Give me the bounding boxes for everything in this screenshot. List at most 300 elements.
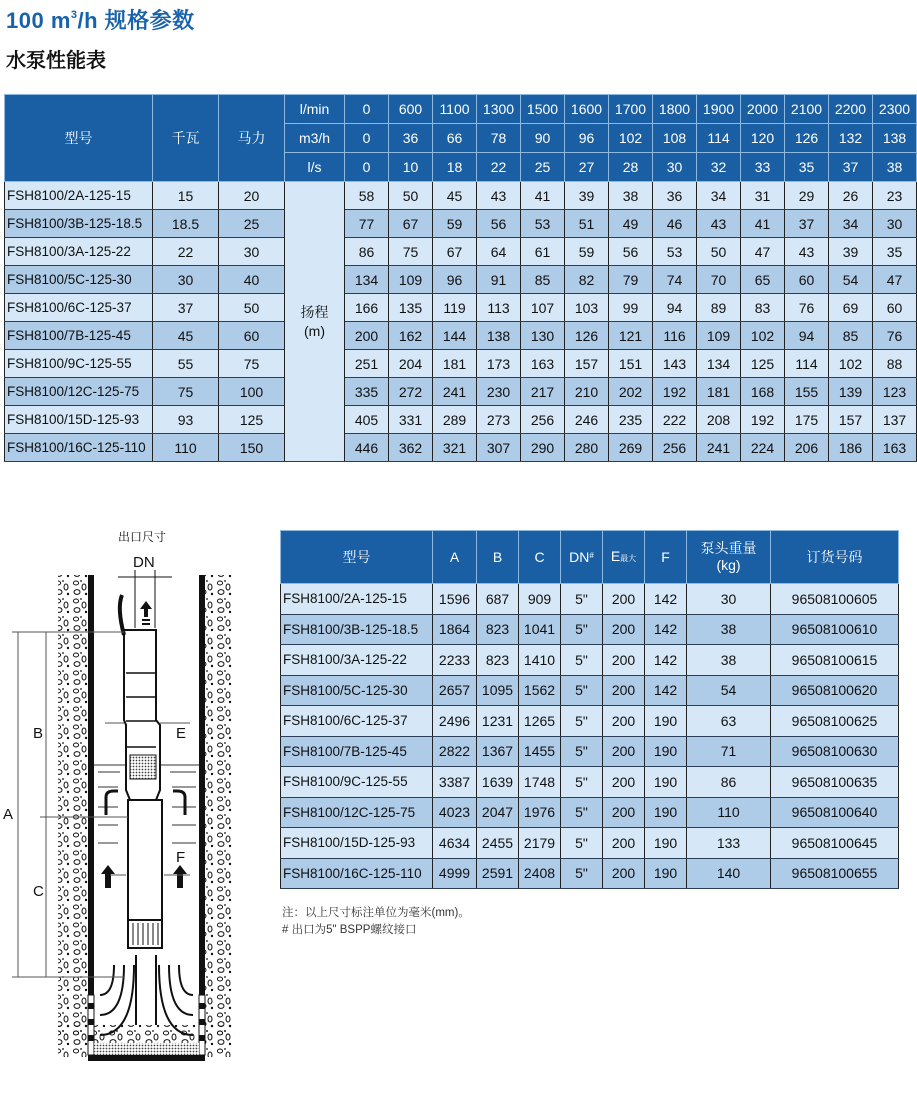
b-cell: 1639 <box>477 767 519 798</box>
head-value-cell: 83 <box>741 294 785 322</box>
head-value-cell: 82 <box>565 266 609 294</box>
model-cell: FSH8100/16C-125-110 <box>281 858 433 889</box>
head-value-cell: 103 <box>565 294 609 322</box>
dim-table-row <box>281 858 899 889</box>
head-value-cell: 47 <box>741 238 785 266</box>
head-value-cell: 67 <box>433 238 477 266</box>
hp-cell: 100 <box>219 378 285 406</box>
head-value-cell: 157 <box>565 350 609 378</box>
dimension-header-row <box>281 531 899 584</box>
head-value-cell: 102 <box>741 322 785 350</box>
head-value-cell: 29 <box>785 182 829 210</box>
head-value-cell: 43 <box>477 182 521 210</box>
head-value-cell: 85 <box>521 266 565 294</box>
head-value-cell: 114 <box>785 350 829 378</box>
e-cell: 200 <box>603 736 645 767</box>
head-value-cell: 151 <box>609 350 653 378</box>
head-value-cell: 166 <box>345 294 389 322</box>
flow-value: 1300 <box>477 95 521 124</box>
outlet-size-label: 出口尺寸 <box>118 530 167 544</box>
e-cell: 200 <box>603 675 645 706</box>
flow-value: 36 <box>389 124 433 153</box>
head-value-cell: 46 <box>653 210 697 238</box>
head-value-cell: 289 <box>433 406 477 434</box>
head-label-cell <box>285 182 345 462</box>
b-cell: 823 <box>477 614 519 645</box>
a-cell: 4634 <box>433 828 477 859</box>
b-cell: 823 <box>477 645 519 676</box>
head-value-cell: 217 <box>521 378 565 406</box>
perf-table-row <box>5 322 917 350</box>
b-cell: 2047 <box>477 797 519 828</box>
flow-value: 66 <box>433 124 477 153</box>
hp-cell: 125 <box>219 406 285 434</box>
flow-value: 1700 <box>609 95 653 124</box>
head-unit: (m) <box>304 322 325 339</box>
head-value-cell: 77 <box>345 210 389 238</box>
flow-value: 33 <box>741 153 785 182</box>
weight-unit: (kg) <box>716 557 741 573</box>
dn-cell: 5" <box>561 614 603 645</box>
perf-table-row <box>5 434 917 462</box>
gravel-left <box>58 575 88 1035</box>
note-units: 注：以上尺寸标注单位为毫米(mm)。 <box>282 907 470 919</box>
model-cell: FSH8100/7B-125-45 <box>281 736 433 767</box>
title-prefix: 100 m <box>6 8 71 33</box>
gravel-right <box>205 575 235 1035</box>
weight-cell: 38 <box>687 614 771 645</box>
flow-value: 18 <box>433 153 477 182</box>
dn-cell: 5" <box>561 858 603 889</box>
model-cell: FSH8100/2A-125-15 <box>5 182 153 210</box>
e-cell: 200 <box>603 706 645 737</box>
perf-table-row <box>5 406 917 434</box>
head-value-cell: 47 <box>873 266 917 294</box>
head-value-cell: 273 <box>477 406 521 434</box>
head-value-cell: 331 <box>389 406 433 434</box>
c-cell: 2408 <box>519 858 561 889</box>
c-cell: 1562 <box>519 675 561 706</box>
perf-header-model: 型号 <box>5 95 153 182</box>
head-value-cell: 34 <box>829 210 873 238</box>
perf-table-row <box>5 266 917 294</box>
head-value-cell: 60 <box>873 294 917 322</box>
head-value-cell: 56 <box>477 210 521 238</box>
weight-cell: 71 <box>687 736 771 767</box>
flow-value: 120 <box>741 124 785 153</box>
head-value-cell: 96 <box>433 266 477 294</box>
flow-value: 37 <box>829 153 873 182</box>
head-value-cell: 168 <box>741 378 785 406</box>
e-cell: 200 <box>603 584 645 615</box>
model-cell: FSH8100/5C-125-30 <box>281 675 433 706</box>
a-cell: 2822 <box>433 736 477 767</box>
head-value-cell: 143 <box>653 350 697 378</box>
head-value-cell: 70 <box>697 266 741 294</box>
e-cell: 200 <box>603 797 645 828</box>
weight-cell: 30 <box>687 584 771 615</box>
b-cell: 2455 <box>477 828 519 859</box>
flow-unit: l/min <box>285 95 345 124</box>
head-value-cell: 163 <box>873 434 917 462</box>
dn-text: DN <box>569 548 590 565</box>
perf-table-row <box>5 182 917 210</box>
a-cell: 4999 <box>433 858 477 889</box>
casing-right-wall <box>199 575 205 995</box>
hp-cell: 50 <box>219 294 285 322</box>
head-value-cell: 135 <box>389 294 433 322</box>
hp-cell: 20 <box>219 182 285 210</box>
head-value-cell: 41 <box>521 182 565 210</box>
a-cell: 4023 <box>433 797 477 828</box>
dim-header-b: B <box>477 531 519 584</box>
head-value-cell: 89 <box>697 294 741 322</box>
model-cell: FSH8100/5C-125-30 <box>5 266 153 294</box>
order-cell: 96508100655 <box>771 858 899 889</box>
weight-label: 泵头重量 <box>700 540 757 556</box>
f-cell: 190 <box>645 858 687 889</box>
dim-table-row <box>281 797 899 828</box>
title-superscript: 3 <box>70 8 78 21</box>
kw-cell: 30 <box>153 266 219 294</box>
weight-cell: 38 <box>687 645 771 676</box>
order-cell: 96508100605 <box>771 584 899 615</box>
head-value-cell: 307 <box>477 434 521 462</box>
flow-value: 2100 <box>785 95 829 124</box>
flow-value: 30 <box>653 153 697 182</box>
dim-table-row <box>281 767 899 798</box>
c-cell: 1748 <box>519 767 561 798</box>
flow-value: 32 <box>697 153 741 182</box>
perf-table-row <box>5 378 917 406</box>
model-cell: FSH8100/12C-125-75 <box>281 797 433 828</box>
e-cell: 200 <box>603 645 645 676</box>
dn-cell: 5" <box>561 828 603 859</box>
kw-cell: 110 <box>153 434 219 462</box>
head-value-cell: 163 <box>521 350 565 378</box>
weight-cell: 63 <box>687 706 771 737</box>
head-value-cell: 208 <box>697 406 741 434</box>
dim-header-order: 订货号码 <box>771 531 899 584</box>
model-cell: FSH8100/3B-125-18.5 <box>5 210 153 238</box>
hp-cell: 75 <box>219 350 285 378</box>
order-cell: 96508100615 <box>771 645 899 676</box>
e-cell: 200 <box>603 858 645 889</box>
f-cell: 142 <box>645 614 687 645</box>
weight-cell: 54 <box>687 675 771 706</box>
head-value-cell: 37 <box>785 210 829 238</box>
b-cell: 2591 <box>477 858 519 889</box>
head-value-cell: 35 <box>873 238 917 266</box>
performance-table <box>4 94 917 462</box>
head-value-cell: 99 <box>609 294 653 322</box>
head-value-cell: 116 <box>653 322 697 350</box>
order-cell: 96508100645 <box>771 828 899 859</box>
head-value-cell: 43 <box>785 238 829 266</box>
hp-cell: 150 <box>219 434 285 462</box>
perf-table-row <box>5 294 917 322</box>
head-value-cell: 162 <box>389 322 433 350</box>
head-value-cell: 181 <box>697 378 741 406</box>
order-cell: 96508100635 <box>771 767 899 798</box>
head-value-cell: 65 <box>741 266 785 294</box>
head-value-cell: 230 <box>477 378 521 406</box>
flow-value: 138 <box>873 124 917 153</box>
flow-value: 102 <box>609 124 653 153</box>
head-value-cell: 335 <box>345 378 389 406</box>
order-cell: 96508100630 <box>771 736 899 767</box>
head-value-cell: 30 <box>873 210 917 238</box>
hp-cell: 40 <box>219 266 285 294</box>
head-value-cell: 50 <box>697 238 741 266</box>
flow-value: 0 <box>345 153 389 182</box>
f-label: F <box>176 849 186 866</box>
perf-table-row <box>5 350 917 378</box>
flow-value: 25 <box>521 153 565 182</box>
head-value-cell: 79 <box>609 266 653 294</box>
motor-body <box>128 800 162 920</box>
head-label: 扬程 <box>300 303 329 320</box>
head-value-cell: 34 <box>697 182 741 210</box>
pump-inlet-screen <box>130 755 156 779</box>
head-value-cell: 49 <box>609 210 653 238</box>
c-cell: 1976 <box>519 797 561 828</box>
head-value-cell: 36 <box>653 182 697 210</box>
dim-header-c: C <box>519 531 561 584</box>
c-cell: 1265 <box>519 706 561 737</box>
flow-value: 2000 <box>741 95 785 124</box>
head-value-cell: 173 <box>477 350 521 378</box>
head-value-cell: 157 <box>829 406 873 434</box>
c-cell: 1455 <box>519 736 561 767</box>
flow-value: 38 <box>873 153 917 182</box>
b-cell: 1095 <box>477 675 519 706</box>
flow-value: 1800 <box>653 95 697 124</box>
sediment <box>94 1043 199 1055</box>
head-value-cell: 60 <box>785 266 829 294</box>
head-value-cell: 175 <box>785 406 829 434</box>
head-value-cell: 130 <box>521 322 565 350</box>
head-value-cell: 61 <box>521 238 565 266</box>
head-value-cell: 86 <box>345 238 389 266</box>
kw-cell: 75 <box>153 378 219 406</box>
head-value-cell: 235 <box>609 406 653 434</box>
b-label: B <box>33 725 44 742</box>
section-title: 水泵性能表 <box>6 50 106 72</box>
flow-unit: l/s <box>285 153 345 182</box>
well-diagram-graphic <box>0 525 260 1105</box>
head-value-cell: 446 <box>345 434 389 462</box>
head-value-cell: 94 <box>653 294 697 322</box>
model-cell: FSH8100/2A-125-15 <box>281 584 433 615</box>
kw-cell: 45 <box>153 322 219 350</box>
flow-value: 22 <box>477 153 521 182</box>
head-value-cell: 138 <box>477 322 521 350</box>
weight-cell: 110 <box>687 797 771 828</box>
head-value-cell: 251 <box>345 350 389 378</box>
head-value-cell: 192 <box>653 378 697 406</box>
e-label: E <box>176 725 187 742</box>
a-cell: 2657 <box>433 675 477 706</box>
e-text: E <box>610 547 621 564</box>
f-cell: 142 <box>645 645 687 676</box>
a-cell: 3387 <box>433 767 477 798</box>
dim-header-model: 型号 <box>281 531 433 584</box>
f-cell: 142 <box>645 584 687 615</box>
e-cell: 200 <box>603 828 645 859</box>
head-value-cell: 94 <box>785 322 829 350</box>
dim-table-row <box>281 614 899 645</box>
dn-cell: 5" <box>561 797 603 828</box>
flow-value: 10 <box>389 153 433 182</box>
kw-cell: 55 <box>153 350 219 378</box>
head-value-cell: 91 <box>477 266 521 294</box>
kw-cell: 18.5 <box>153 210 219 238</box>
f-cell: 190 <box>645 736 687 767</box>
flow-value: 1500 <box>521 95 565 124</box>
dn-label: DN <box>133 554 155 571</box>
flow-value: 1100 <box>433 95 477 124</box>
dn-cell: 5" <box>561 584 603 615</box>
head-value-cell: 59 <box>565 238 609 266</box>
head-value-cell: 210 <box>565 378 609 406</box>
head-value-cell: 192 <box>741 406 785 434</box>
b-cell: 687 <box>477 584 519 615</box>
head-value-cell: 137 <box>873 406 917 434</box>
head-value-cell: 121 <box>609 322 653 350</box>
head-value-cell: 241 <box>433 378 477 406</box>
e-cell: 200 <box>603 767 645 798</box>
head-value-cell: 256 <box>653 434 697 462</box>
flow-value: 96 <box>565 124 609 153</box>
dim-table-row <box>281 828 899 859</box>
model-cell: FSH8100/6C-125-37 <box>281 706 433 737</box>
dim-table-row <box>281 706 899 737</box>
head-value-cell: 67 <box>389 210 433 238</box>
head-value-cell: 88 <box>873 350 917 378</box>
hp-cell: 25 <box>219 210 285 238</box>
dim-table-row <box>281 736 899 767</box>
perf-table-row <box>5 238 917 266</box>
f-cell: 190 <box>645 797 687 828</box>
order-cell: 96508100620 <box>771 675 899 706</box>
flow-value: 0 <box>345 124 389 153</box>
head-value-cell: 139 <box>829 378 873 406</box>
head-value-cell: 321 <box>433 434 477 462</box>
flow-value: 114 <box>697 124 741 153</box>
dim-header-weight <box>687 531 771 584</box>
head-value-cell: 23 <box>873 182 917 210</box>
head-value-cell: 56 <box>609 238 653 266</box>
flow-value: 1900 <box>697 95 741 124</box>
e-subscript: 最大 <box>620 553 637 563</box>
head-value-cell: 269 <box>609 434 653 462</box>
head-value-cell: 64 <box>477 238 521 266</box>
head-value-cell: 107 <box>521 294 565 322</box>
hp-cell: 30 <box>219 238 285 266</box>
head-value-cell: 155 <box>785 378 829 406</box>
flow-value: 35 <box>785 153 829 182</box>
e-cell: 200 <box>603 614 645 645</box>
head-value-cell: 109 <box>389 266 433 294</box>
dn-cell: 5" <box>561 706 603 737</box>
model-cell: FSH8100/9C-125-55 <box>281 767 433 798</box>
kw-cell: 22 <box>153 238 219 266</box>
head-value-cell: 256 <box>521 406 565 434</box>
title-suffix: /h 规格参数 <box>77 8 195 33</box>
head-value-cell: 102 <box>829 350 873 378</box>
weight-cell: 140 <box>687 858 771 889</box>
flow-value: 2300 <box>873 95 917 124</box>
flow-value: 27 <box>565 153 609 182</box>
head-value-cell: 75 <box>389 238 433 266</box>
flow-value: 28 <box>609 153 653 182</box>
dn-mark: # <box>589 550 594 560</box>
flow-value: 126 <box>785 124 829 153</box>
order-cell: 96508100640 <box>771 797 899 828</box>
a-cell: 2496 <box>433 706 477 737</box>
head-value-cell: 125 <box>741 350 785 378</box>
head-value-cell: 39 <box>829 238 873 266</box>
head-value-cell: 186 <box>829 434 873 462</box>
flow-value: 78 <box>477 124 521 153</box>
flow-value: 132 <box>829 124 873 153</box>
head-value-cell: 69 <box>829 294 873 322</box>
f-cell: 190 <box>645 828 687 859</box>
b-cell: 1367 <box>477 736 519 767</box>
model-cell: FSH8100/3A-125-22 <box>5 238 153 266</box>
f-cell: 190 <box>645 767 687 798</box>
model-cell: FSH8100/15D-125-93 <box>281 828 433 859</box>
dim-header-e <box>603 531 645 584</box>
dn-cell: 5" <box>561 645 603 676</box>
head-value-cell: 272 <box>389 378 433 406</box>
head-value-cell: 109 <box>697 322 741 350</box>
head-value-cell: 224 <box>741 434 785 462</box>
head-value-cell: 206 <box>785 434 829 462</box>
dim-header-f: F <box>645 531 687 584</box>
flow-value: 1600 <box>565 95 609 124</box>
perf-header-kw: 千瓦 <box>153 95 219 182</box>
hp-cell: 60 <box>219 322 285 350</box>
flow-value: 2200 <box>829 95 873 124</box>
dn-cell: 5" <box>561 675 603 706</box>
head-value-cell: 53 <box>521 210 565 238</box>
outlet-arrow <box>140 601 152 617</box>
head-value-cell: 123 <box>873 378 917 406</box>
head-value-cell: 54 <box>829 266 873 294</box>
kw-cell: 15 <box>153 182 219 210</box>
a-label: A <box>3 806 14 823</box>
casing-left-wall <box>88 575 94 995</box>
head-value-cell: 74 <box>653 266 697 294</box>
c-cell: 2179 <box>519 828 561 859</box>
head-value-cell: 280 <box>565 434 609 462</box>
flow-value: 600 <box>389 95 433 124</box>
flow-header-row <box>5 95 917 124</box>
kw-cell: 37 <box>153 294 219 322</box>
head-value-cell: 181 <box>433 350 477 378</box>
b-cell: 1231 <box>477 706 519 737</box>
order-cell: 96508100610 <box>771 614 899 645</box>
model-cell: FSH8100/9C-125-55 <box>5 350 153 378</box>
kw-cell: 93 <box>153 406 219 434</box>
head-value-cell: 39 <box>565 182 609 210</box>
flow-value: 108 <box>653 124 697 153</box>
a-cell: 1864 <box>433 614 477 645</box>
head-value-cell: 45 <box>433 182 477 210</box>
weight-cell: 86 <box>687 767 771 798</box>
